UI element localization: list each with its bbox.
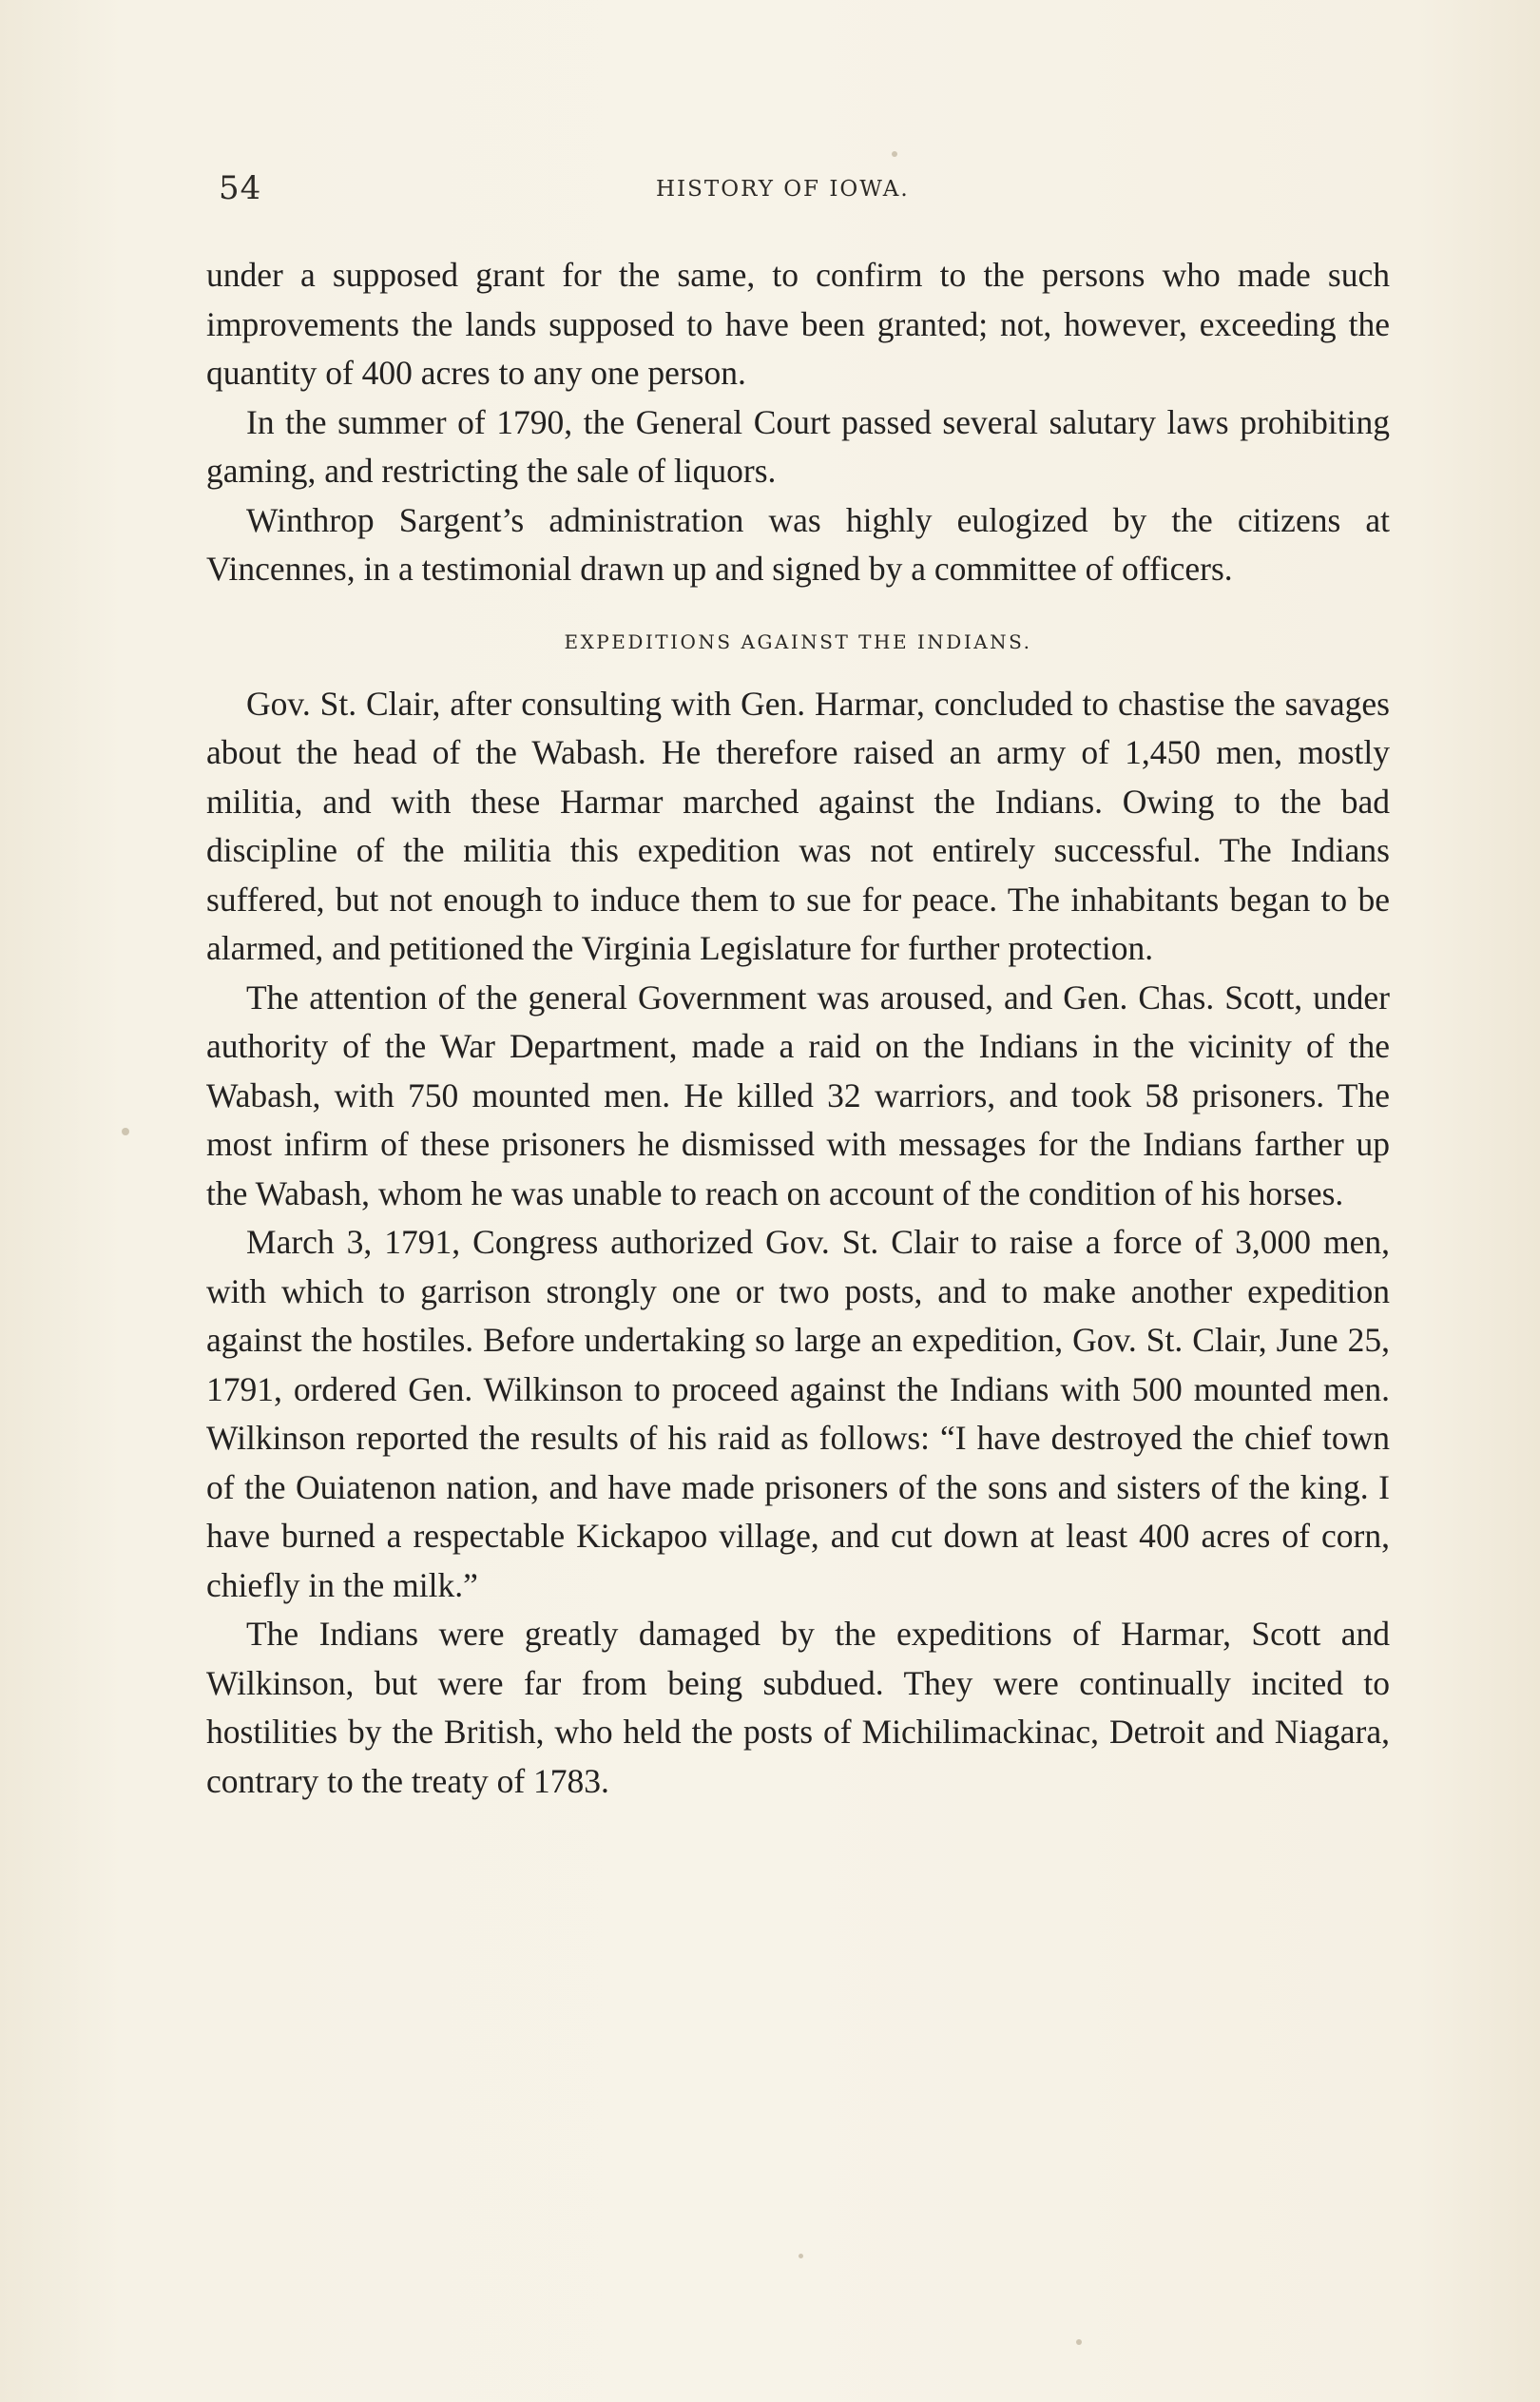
paper-speck (799, 2254, 803, 2258)
running-head: HISTORY OF IOWA. (656, 177, 910, 202)
paragraph: Winthrop Sargent’s administration was highly eulogized by the citizens at Vincennes, in a testimonial drawn up and signed by a committee of officers. (206, 500, 1390, 588)
paragraph: In the summer of 1790, the General Court passed several salutary laws prohibiting gaming, and restricting the sale of liquors. (206, 402, 1390, 490)
paper-speck (892, 151, 897, 157)
paragraph: The attention of the general Government was aroused, and Gen. Chas. Scott, under authority of the War Department, made a raid on the Indians in the vicinity of the Wabash, with 750 mounted men. He killed 32 warriors, and took 58 prisoners. The most infirm of these prisoners he dismissed with messages for the Indians farther up the Wabash, whom he was unable to reach on account of the condition of his horses. (206, 978, 1390, 1212)
paper-speck (1312, 698, 1317, 703)
page-header (219, 169, 1388, 207)
paper-speck (1076, 2339, 1082, 2345)
paragraph: March 3, 1791, Congress authorized Gov. St. Clair to raise a force of 3,000 men, with which to garrison strongly one or two posts, and to make another expedition against the hostiles. Before undertaking so large an expedition, Gov. St. Clair, June 25, 1791, ordered Gen. Wilkinson to proceed against the Indians with 500 mounted men. Wilkinson reported the results of his raid as follows: “I have destroyed the chief town of the Ouiatenon nation, and have made prisoners of the sons and sisters of the king. I have burned a respectable Kickapoo village, and cut down at least 400 acres of corn, chiefly in the milk.” (206, 1223, 1390, 1604)
paragraph: The Indians were greatly damaged by the expeditions of Harmar, Scott and Wilkinson, but were far from being subdued. They were continually incited to hostilities by the British, who held the posts of Michilimackinac, Detroit and Niagara, contrary to the treaty of 1783. (206, 1615, 1390, 1800)
paragraph: under a supposed grant for the same, to confirm to the persons who made such improvements the lands supposed to have been granted; not, however, exceeding the quantity of 400 acres to any one person. (206, 256, 1390, 392)
page-body (206, 251, 1390, 1806)
paragraph: Gov. St. Clair, after consulting with Gen. Harmar, concluded to chastise the savages about the head of the Wabash. He therefore raised an army of 1,450 men, mostly militia, and with these Harmar marched against the Indians. Owing to the bad discipline of the militia this expedition was not entirely successful. The Indians suffered, but not enough to induce them to sue for peace. The inhabitants began to be alarmed, and petitioned the Virginia Legislature for further protection. (206, 684, 1390, 967)
section-heading: EXPEDITIONS AGAINST THE INDIANS. (564, 630, 1032, 653)
page-number: 54 (219, 169, 262, 207)
paper-speck (122, 1128, 129, 1135)
